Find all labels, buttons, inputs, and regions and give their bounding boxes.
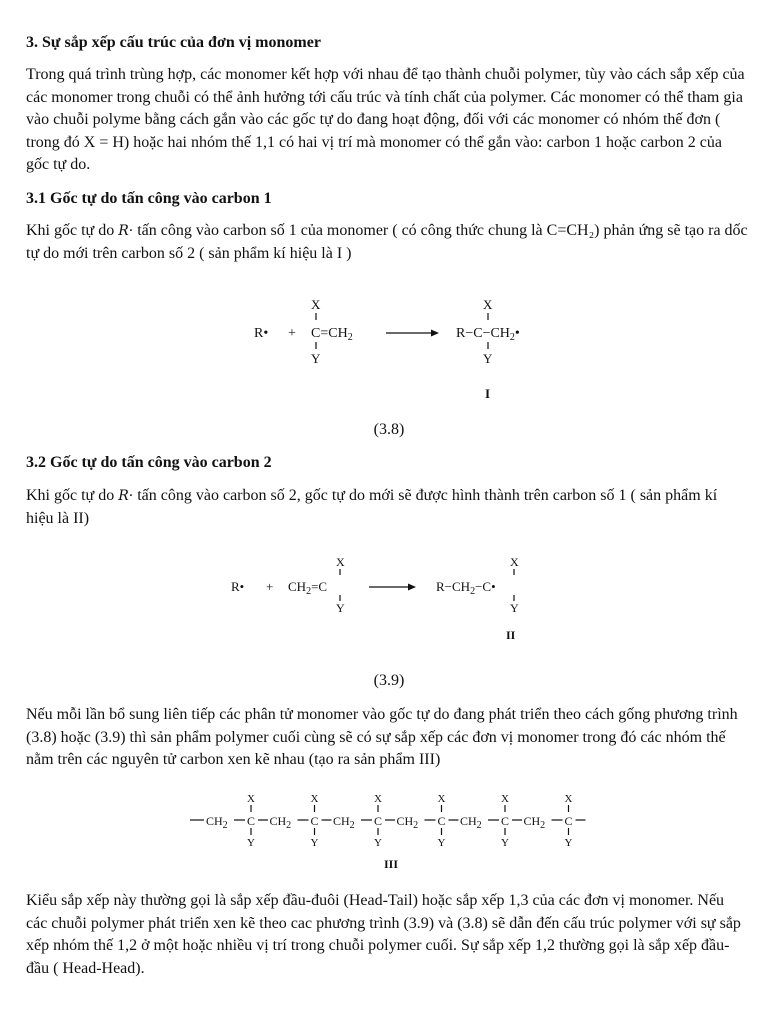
chain-carbon: C <box>564 814 573 828</box>
polymer-chain-iii <box>26 788 752 878</box>
chain-substituent-y: Y <box>437 837 446 849</box>
radical-symbol: R· <box>118 223 134 239</box>
chain-ch2: $CH_2$ <box>460 814 482 831</box>
radical-symbol: R· <box>118 488 134 504</box>
chain-carbon: C <box>437 814 446 828</box>
chain-carbon: C <box>310 814 319 828</box>
chain-substituent-y: Y <box>564 837 573 849</box>
monomer-formula: $C=CH_2$ <box>311 326 353 343</box>
plus-sign: + <box>266 579 274 594</box>
chain-substituent-y: Y <box>247 837 255 849</box>
arrow-head <box>431 330 439 337</box>
substituent-y: Y <box>311 351 321 366</box>
product-formula: $R-CH_2-C•$ <box>436 579 496 597</box>
section-3-paragraph: Trong quá trình trùng hợp, các monomer kết hợp với nhau để tạo thành chuỗi polymer, tùy vào cách sắp xếp của các monomer trong chuỗi có thể ảnh hưởng tới cấu trúc và tính chất của polymer. Các monomer có thể tham gia vào chuỗi polyme bằng cách gắn vào các gốc tự do đang hoạt động, đối với các monomer có nhóm thế đơn ( trong đó X = H) hoặc hai nhóm thế 1,1 có hai vị trí mà monomer có thể gắn vào: carbon 1 hoặc carbon 2 của gốc tự do. <box>26 66 745 173</box>
chain-carbon: C <box>247 814 256 828</box>
chain-paragraph: Nếu mỗi lần bổ sung liên tiếp các phân tử monomer vào gốc tự do đang phát triển theo cách gống phương trình (3.8) hoặc (3.9) thì sản phẩm polymer cuối cùng sẽ có sự sắp xếp các đơn vị monomer trong đó các nhóm thế nằm trên các nguyên tử carbon xen kẽ nhau (tạo ra sản phẩm III) <box>26 706 738 768</box>
section-3-1-paragraph: Khi gốc tự do R· tấn công vào carbon số 1 của monomer ( có công thức chung là C=CH₂) phản ứng sẽ tạo ra dốc tự do mới trên carbon số 2 ( sản phẩm kí hiệu là I ) <box>26 222 748 262</box>
equation-label-3-8: (3.8) <box>373 421 405 438</box>
substituent-y: Y <box>336 601 345 615</box>
product-substituent-x: X <box>510 555 519 569</box>
section-3-heading: 3. Sự sắp xếp cấu trúc của đơn vị monomer <box>26 34 321 51</box>
reactant-radical: R• <box>231 579 245 594</box>
chain-ch2: $CH_2$ <box>269 814 292 831</box>
chain-ch2: $CH_2$ <box>523 814 546 831</box>
chain-substituent-x: X <box>501 793 509 805</box>
product-substituent-x: X <box>483 297 493 312</box>
chain-substituent-x: X <box>374 793 382 805</box>
chain-ch2: $CH_2$ <box>333 814 355 831</box>
chain-carbon: C <box>374 814 383 828</box>
chain-substituent-y: Y <box>501 837 509 849</box>
chain-substituent-y: Y <box>374 837 382 849</box>
chain-substituent-y: Y <box>310 837 319 849</box>
substituent-x: X <box>311 297 321 312</box>
reaction-scheme-3-9 <box>26 548 752 648</box>
arrow-head <box>408 584 416 591</box>
chain-substituent-x: X <box>437 793 446 805</box>
chain-label-iii: III <box>384 857 399 871</box>
reactant-radical: R• <box>254 326 269 341</box>
reaction-scheme-3-8 <box>26 290 752 410</box>
section-3-2-heading: 3.2 Gốc tự do tấn công vào carbon 2 <box>26 454 272 471</box>
chain-substituent-x: X <box>247 793 255 805</box>
chain-carbon: C <box>501 814 510 828</box>
section-3-2-paragraph: Khi gốc tự do R· tấn công vào carbon số 2, gốc tự do mới sẽ được hình thành trên carbon số 1 ( sản phẩm kí hiệu là II) <box>26 487 718 527</box>
monomer-formula: $CH_2=C$ <box>288 579 328 597</box>
product-label-i: I <box>485 386 491 401</box>
equation-label-3-9: (3.9) <box>373 672 405 689</box>
product-formula: $R-C-CH_2•$ <box>456 326 520 343</box>
chain-ch2: $CH_2$ <box>206 814 228 831</box>
section-3-1-heading: 3.1 Gốc tự do tấn công vào carbon 1 <box>26 190 272 207</box>
product-label-ii: II <box>506 628 516 642</box>
chain-ch2: $CH_2$ <box>396 814 419 831</box>
substituent-x: X <box>336 555 345 569</box>
final-paragraph: Kiểu sắp xếp này thường gọi là sắp xếp đầu-đuôi (Head-Tail) hoặc sắp xếp 1,3 của các đơn vị monomer. Nếu các chuỗi polymer phát triển xen kẽ theo cac phương trình (3.9) và (3.8) sẽ dẫn đến cấu trúc polymer với sự sắp xếp nhóm thế 1,2 ở một hoặc nhiều vị trí trong chuỗi polymer cuối. Sự sắp xếp 1,2 thường gọi là sắp xếp đầu-đầu ( Head-Head). <box>26 892 741 977</box>
chain-substituent-x: X <box>564 793 573 805</box>
product-substituent-y: Y <box>510 601 519 615</box>
plus-sign: + <box>288 326 296 341</box>
product-substituent-y: Y <box>483 351 493 366</box>
chain-substituent-x: X <box>310 793 319 805</box>
